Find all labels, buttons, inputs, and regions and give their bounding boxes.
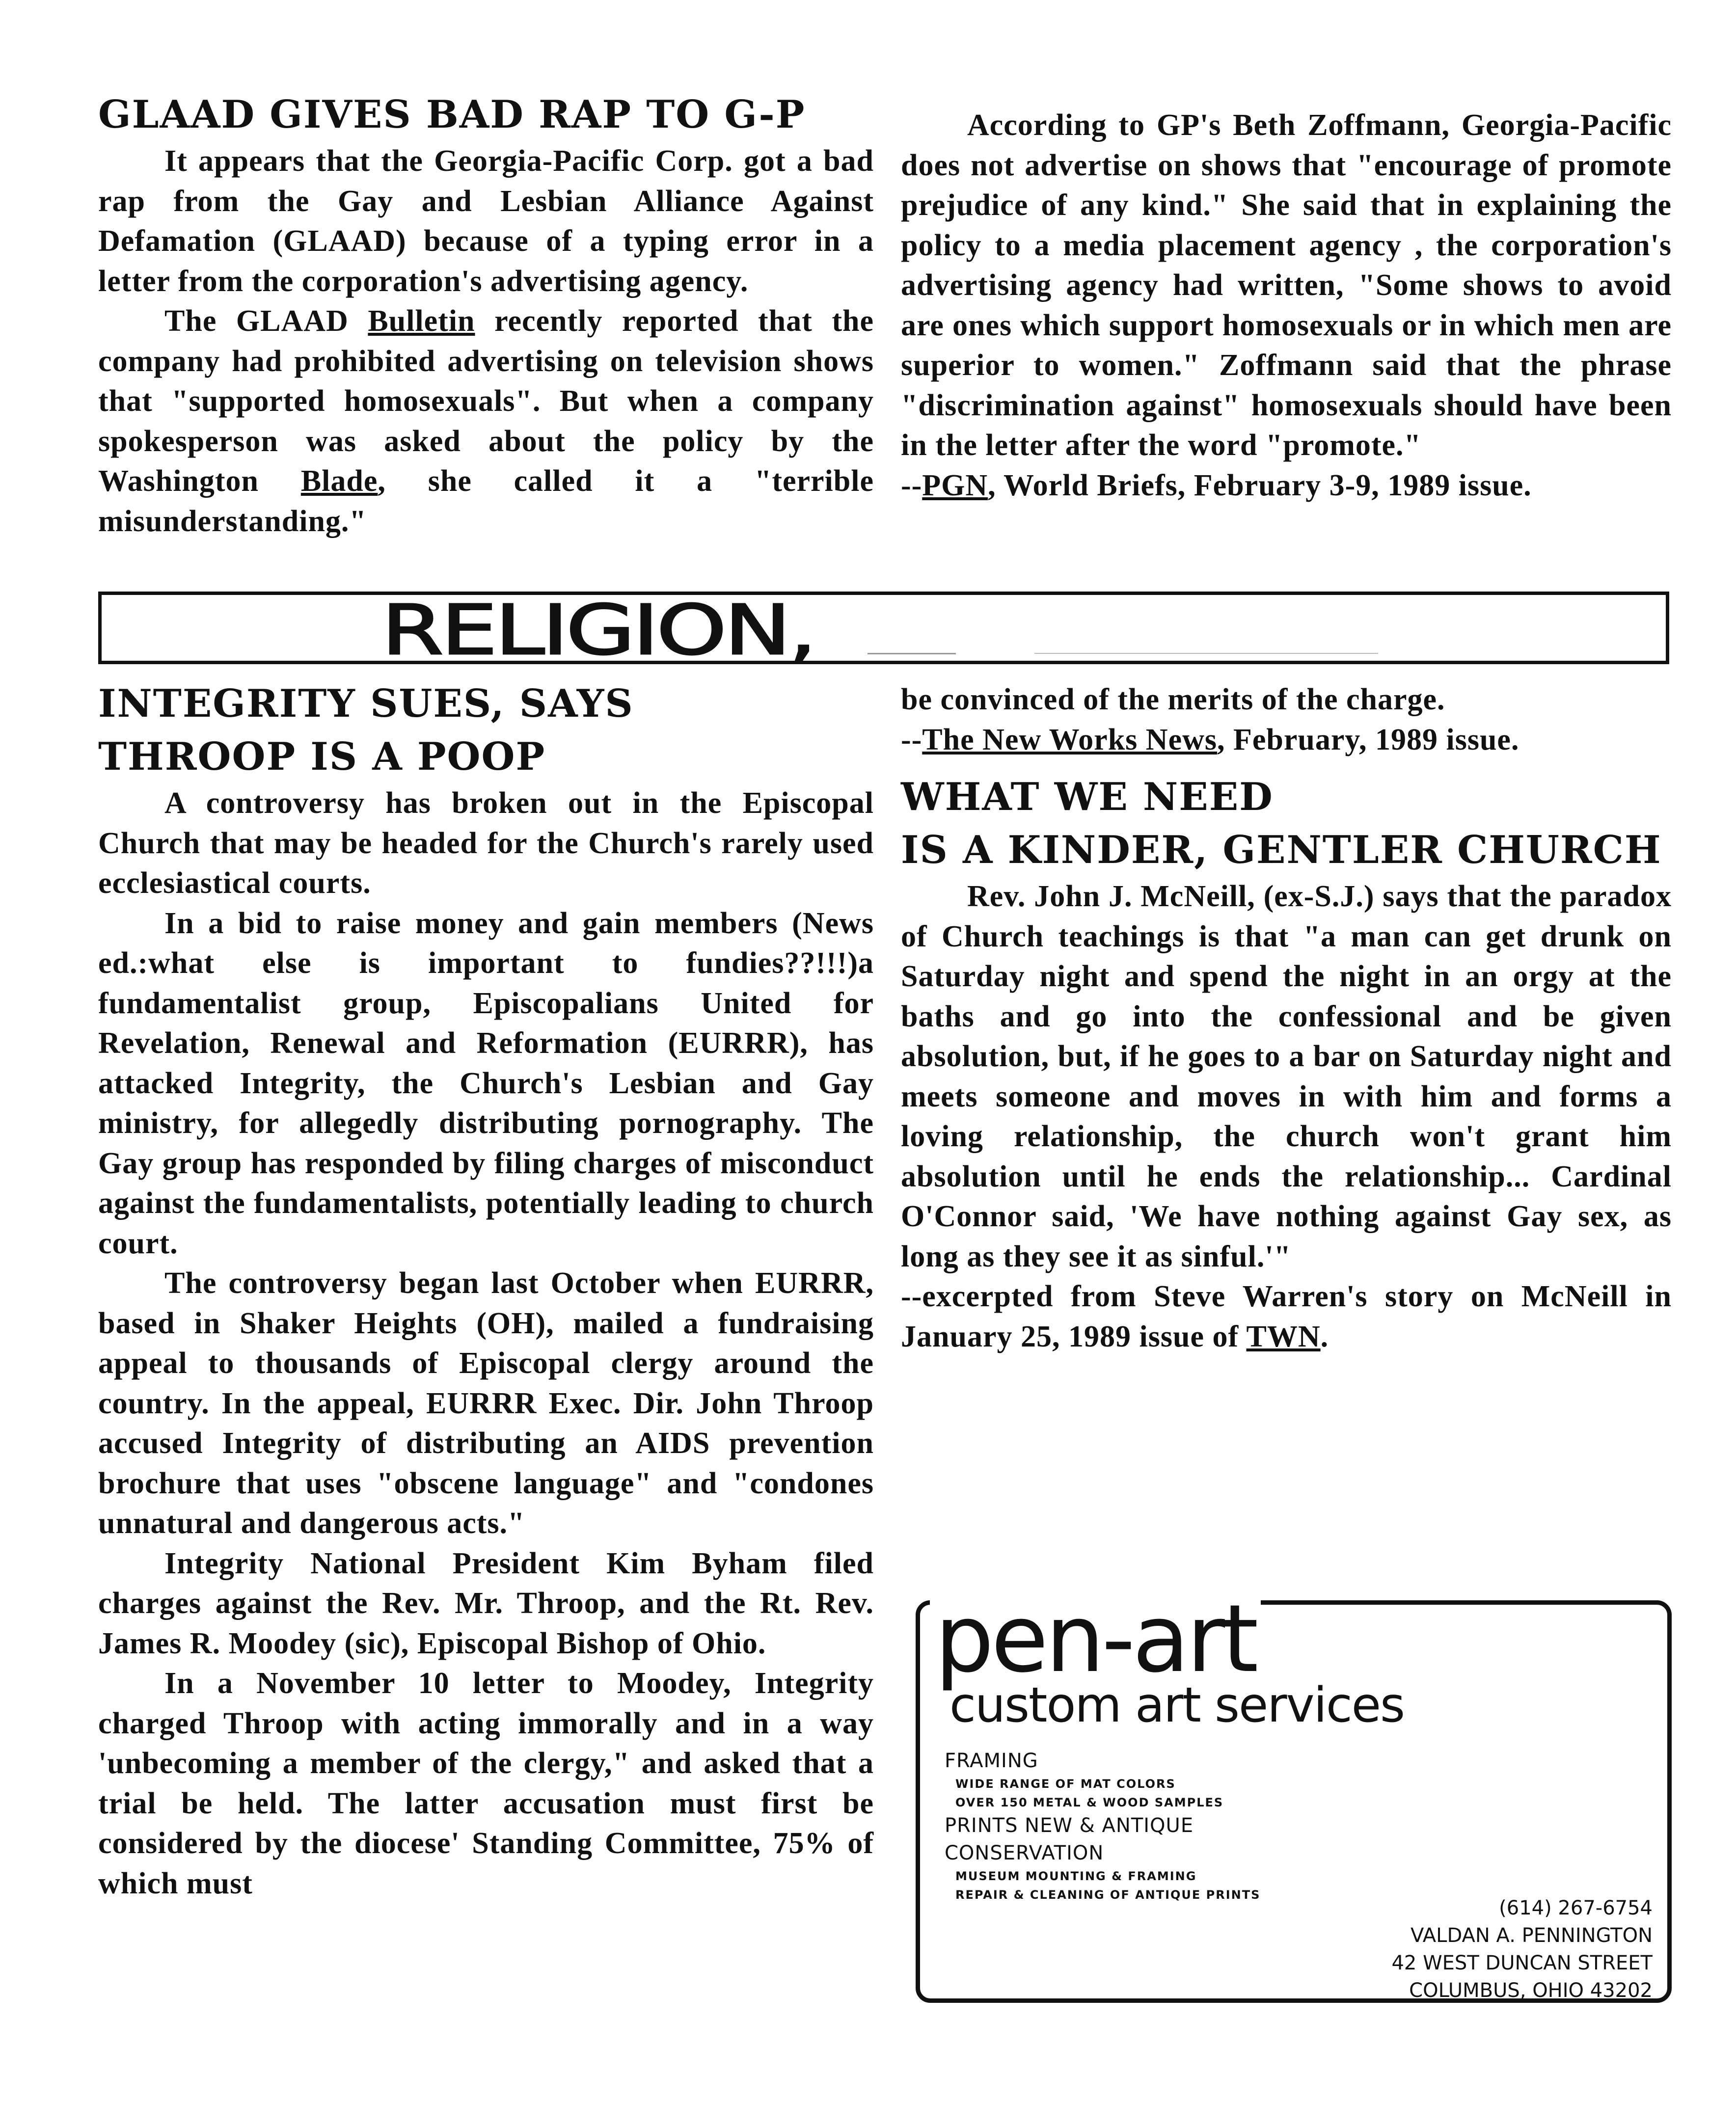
text-run: Integrity National President Kim Byham filed charges against the Rev. Mr. Throop, and the Rt. Rev. James R. Moodey (sic), Episcopal Bishop of Ohio. — [98, 1546, 874, 1660]
service-heading: CONSERVATION — [945, 1842, 1104, 1864]
divider — [868, 653, 956, 654]
text-run: , World Briefs, February 3-9, 1989 issue. — [988, 468, 1532, 502]
underlined-title: TWN — [1246, 1320, 1321, 1353]
underlined-title: PGN — [922, 468, 988, 502]
advertisement-pen-art — [916, 1585, 1672, 2003]
text-run: be convinced of the merits of the charge. — [901, 683, 1445, 716]
city-address: COLUMBUS, OHIO 43202 — [1409, 1979, 1653, 2002]
paragraph — [901, 877, 1672, 1277]
headline-line: THROOP IS A POOP — [98, 734, 546, 779]
headline-line: INTEGRITY SUES, SAYS — [98, 681, 634, 726]
divider — [1034, 653, 1378, 654]
underlined-title: Bulletin — [368, 304, 475, 338]
ad-logo: pen-art — [930, 1592, 1261, 1686]
paragraph — [98, 1544, 874, 1664]
section-banner — [98, 591, 1669, 671]
headline-line: IS A KINDER, GENTLER CHURCH — [901, 828, 1662, 872]
service-heading: FRAMING — [945, 1750, 1038, 1772]
underlined-title: The New Works News — [922, 723, 1217, 756]
source-credit — [901, 466, 1672, 506]
service-item: REPAIR & CLEANING OF ANTIQUE PRINTS — [955, 1888, 1261, 1902]
paragraph — [901, 106, 1672, 466]
text-run: The controversy began last October when EURRR, based in Shaker Heights (OH), mailed a fundraising appeal to thousands of Episcopal clergy around the country. In the appeal, EURRR Exec. Dir. John Throop accused Integrity of distributing an AIDS prevention brochure that uses "obscene language" and "condones unnatural and dangerous acts." — [98, 1267, 874, 1540]
paragraph — [98, 141, 874, 301]
service-item: MUSEUM MOUNTING & FRAMING — [955, 1869, 1197, 1883]
headline — [98, 677, 874, 783]
ad-tagline: custom art services — [949, 1677, 1405, 1733]
text-run: A controversy has broken out in the Episcopal Church that may be headed for the Church's rarely used ecclesiastical courts. — [98, 786, 874, 900]
article-glaad — [98, 88, 874, 541]
source-credit — [901, 1277, 1672, 1357]
headline: GLAAD GIVES BAD RAP TO G-P — [98, 92, 806, 137]
headline — [901, 771, 1672, 877]
service-item: OVER 150 METAL & WOOD SAMPLES — [955, 1796, 1224, 1809]
ad-contact — [1391, 1894, 1653, 2004]
article-kinder-church — [901, 771, 1672, 1357]
text-run: According to GP's Beth Zoffmann, Georgia-Pacific does not advertise on shows that "encourage of promote prejudice of any kind." She said that in explaining the policy to a media placement agency , the corporation's advertising agency had written, "Some shows to avoid are ones which support homosexuals or in which men are superior to women." Zoffmann said that the phrase "discrimination against" homosexuals should have been in the letter after the word "promote." — [901, 108, 1672, 462]
phone: (614) 267-6754 — [1499, 1897, 1653, 1919]
text-run: In a bid to raise money and gain members (News ed.:what else is important to fundies??!!!)a fundamentalist group, Episcopalians United for Revelation, Renewal and Reformation (EURRR), has attacked Integrity, the Church's Lesbian and Gay ministry, for allegedly distributing pornography. The Gay group has responded by filing charges of misconduct against the fundamentalists, potentially leading to church court. — [98, 906, 874, 1260]
text-run: In a November 10 letter to Moodey, Integrity charged Throop with acting immorally and in a way 'unbecoming a member of the clergy," and asked that a trial be held. The latter accusation must first be considered by the diocese' Standing Committee, 75% of which must — [98, 1667, 874, 1900]
service-heading: PRINTS NEW & ANTIQUE — [945, 1814, 1194, 1837]
source-credit — [901, 720, 1672, 760]
text-run: It appears that the Georgia-Pacific Corp. got a bad rap from the Gay and Lesbian Alliance Against Defamation (GLAAD) because of a typing error in a letter from the corporation's advertising agency. — [98, 144, 874, 298]
underlined-title: Blade — [300, 464, 378, 498]
text-run: --excerpted from Steve Warren's story on McNeill in January 25, 1989 issue of — [901, 1280, 1672, 1353]
text-run: The GLAAD — [164, 304, 368, 338]
headline-line: WHAT WE NEED — [901, 775, 1274, 819]
article-body — [98, 141, 874, 541]
article-integrity — [98, 677, 874, 1904]
ad-services — [945, 1747, 1260, 1904]
section-title: RELIGION, — [381, 591, 814, 671]
paragraph — [901, 680, 1672, 720]
text-run: Rev. John J. McNeill, (ex-S.J.) says that the paradox of Church teachings is that "a man can get drunk on Saturday night and spend the night in an orgy at the baths and go into the confessional and be given absolution, but, if he goes to a bar on Saturday night and meets someone and moves in with him and forms a loving relationship, the church won't grant him absolution until he ends the relationship... Cardinal O'Connor said, 'We have nothing against Gay sex, as long as they see it as sinful.'" — [901, 880, 1672, 1273]
article-glaad-continued — [901, 106, 1672, 506]
paragraph — [98, 301, 874, 541]
paragraph — [98, 1664, 874, 1904]
street-address: 42 WEST DUNCAN STREET — [1391, 1952, 1653, 1974]
text-run: , February, 1989 issue. — [1217, 723, 1519, 756]
paragraph — [98, 904, 874, 1264]
text-run: . — [1320, 1320, 1329, 1353]
paragraph — [98, 783, 874, 904]
text-run: -- — [901, 723, 922, 756]
contact-name: VALDAN A. PENNINGTON — [1410, 1924, 1653, 1947]
text-run: , she called it a "terrible misunderstanding." — [98, 464, 874, 538]
text-run: -- — [901, 468, 922, 502]
service-item: WIDE RANGE OF MAT COLORS — [955, 1777, 1176, 1791]
article-integrity-continued — [901, 680, 1672, 760]
paragraph — [98, 1264, 874, 1544]
text-run: recently reported that the company had prohibited advertising on television shows that "supported homosexuals". But when a company spokesperson was asked about the policy by the Washington — [98, 304, 874, 498]
